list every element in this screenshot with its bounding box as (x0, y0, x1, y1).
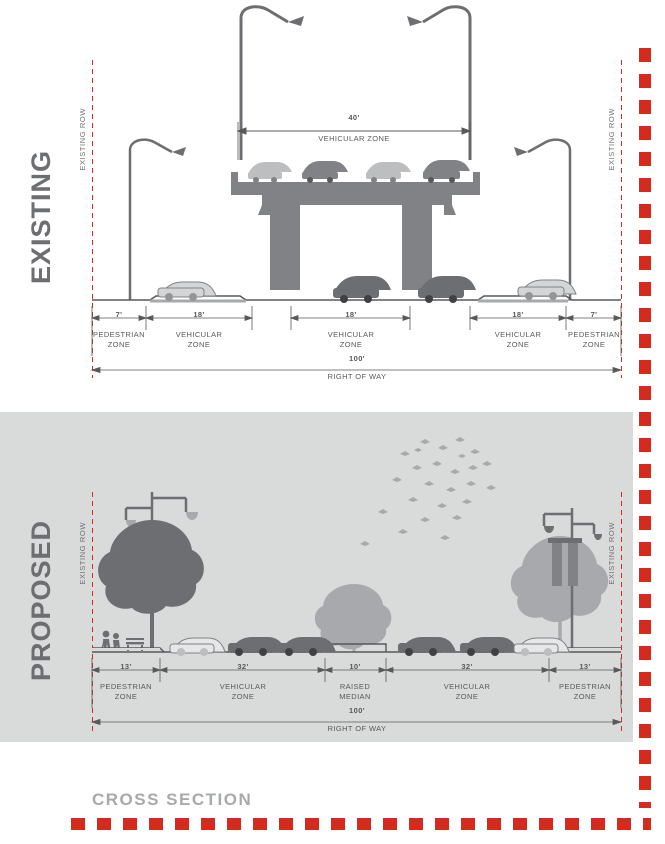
existing-zone-2-value: 18' (193, 310, 205, 319)
decorative-red-dashed-border-horizontal (71, 818, 651, 830)
car-icon (423, 160, 470, 183)
existing-zone-4-label-1: VEHICULAR (494, 330, 542, 339)
existing-zone-1-value: 7' (115, 310, 123, 319)
car-icon (278, 637, 336, 656)
proposed-panel-label: PROPOSED (26, 520, 56, 682)
existing-zone-3-value: 18' (345, 310, 357, 319)
existing-zone-4-label-2: ZONE (506, 340, 530, 349)
proposed-zone-4-value: 32' (461, 662, 473, 671)
existing-panel (0, 0, 633, 412)
existing-upper-dim-zone: VEHICULAR ZONE (318, 134, 390, 143)
proposed-zone-3-value: 10' (349, 662, 361, 671)
car-icon (460, 637, 518, 656)
proposed-total-value: 100' (349, 706, 365, 715)
car-icon (366, 162, 411, 183)
car-icon (302, 161, 348, 183)
existing-panel-label: EXISTING (26, 150, 56, 285)
car-icon (398, 637, 456, 656)
elevated-deck (231, 172, 480, 290)
existing-zone-5-label-1: PEDESTRIAN (568, 330, 620, 339)
car-icon (333, 276, 391, 303)
existing-zone-5-label-2: ZONE (582, 340, 606, 349)
pedestrian-icon (113, 633, 120, 649)
proposed-zone-5-value: 13' (579, 662, 591, 671)
streetlight-icon (407, 7, 470, 160)
proposed-zone-4-label-1: VEHICULAR (443, 682, 491, 691)
streetlight-icon (241, 7, 304, 160)
existing-zone-2-label-2: ZONE (187, 340, 211, 349)
page-title: CROSS SECTION (92, 790, 253, 809)
existing-zone-5-value: 7' (590, 310, 598, 319)
existing-upper-dim-value: 40' (348, 113, 360, 122)
proposed-zone-5-label-2: ZONE (573, 692, 597, 701)
proposed-zone-4-label-2: ZONE (455, 692, 479, 701)
existing-total-value: 100' (349, 354, 365, 363)
car-icon (170, 638, 225, 656)
proposed-zone-3-label-2: MEDIAN (339, 692, 371, 701)
tree-icon (98, 520, 204, 650)
existing-zone-3-label-1: VEHICULAR (327, 330, 375, 339)
proposed-zone-2-value: 32' (237, 662, 249, 671)
car-icon (248, 162, 292, 183)
proposed-zone-3-label-1: RAISED (339, 682, 371, 691)
existing-zone-1-label-1: PEDESTRIAN (93, 330, 145, 339)
pedestrian-icon (102, 631, 111, 649)
bird-flock-icon (360, 437, 496, 546)
streetlight-icon (514, 140, 570, 300)
proposed-zone-1-label-1: PEDESTRIAN (100, 682, 152, 691)
existing-row-label-right: EXISTING ROW (607, 108, 616, 171)
proposed-zone-2-label-2: ZONE (231, 692, 255, 701)
proposed-zone-1-label-2: ZONE (114, 692, 138, 701)
existing-zone-3-label-2: ZONE (339, 340, 363, 349)
proposed-row-label-left: EXISTING ROW (78, 522, 87, 585)
car-icon (228, 637, 286, 656)
decorative-red-dashed-border-vertical (639, 48, 651, 808)
proposed-zone-1-value: 13' (120, 662, 132, 671)
existing-row-label-left: EXISTING ROW (78, 108, 87, 171)
proposed-zone-2-label-1: VEHICULAR (219, 682, 267, 691)
streetlight-icon (130, 140, 186, 300)
existing-zone-4-value: 18' (512, 310, 524, 319)
proposed-total-label: RIGHT OF WAY (327, 724, 387, 733)
proposed-panel (0, 412, 633, 742)
existing-total-label: RIGHT OF WAY (327, 372, 387, 381)
existing-zone-1-label-2: ZONE (107, 340, 131, 349)
car-icon (514, 638, 569, 656)
proposed-zone-5-label-1: PEDESTRIAN (559, 682, 611, 691)
proposed-row-label-right: EXISTING ROW (607, 522, 616, 585)
car-icon (158, 282, 216, 301)
existing-zone-2-label-1: VEHICULAR (175, 330, 223, 339)
